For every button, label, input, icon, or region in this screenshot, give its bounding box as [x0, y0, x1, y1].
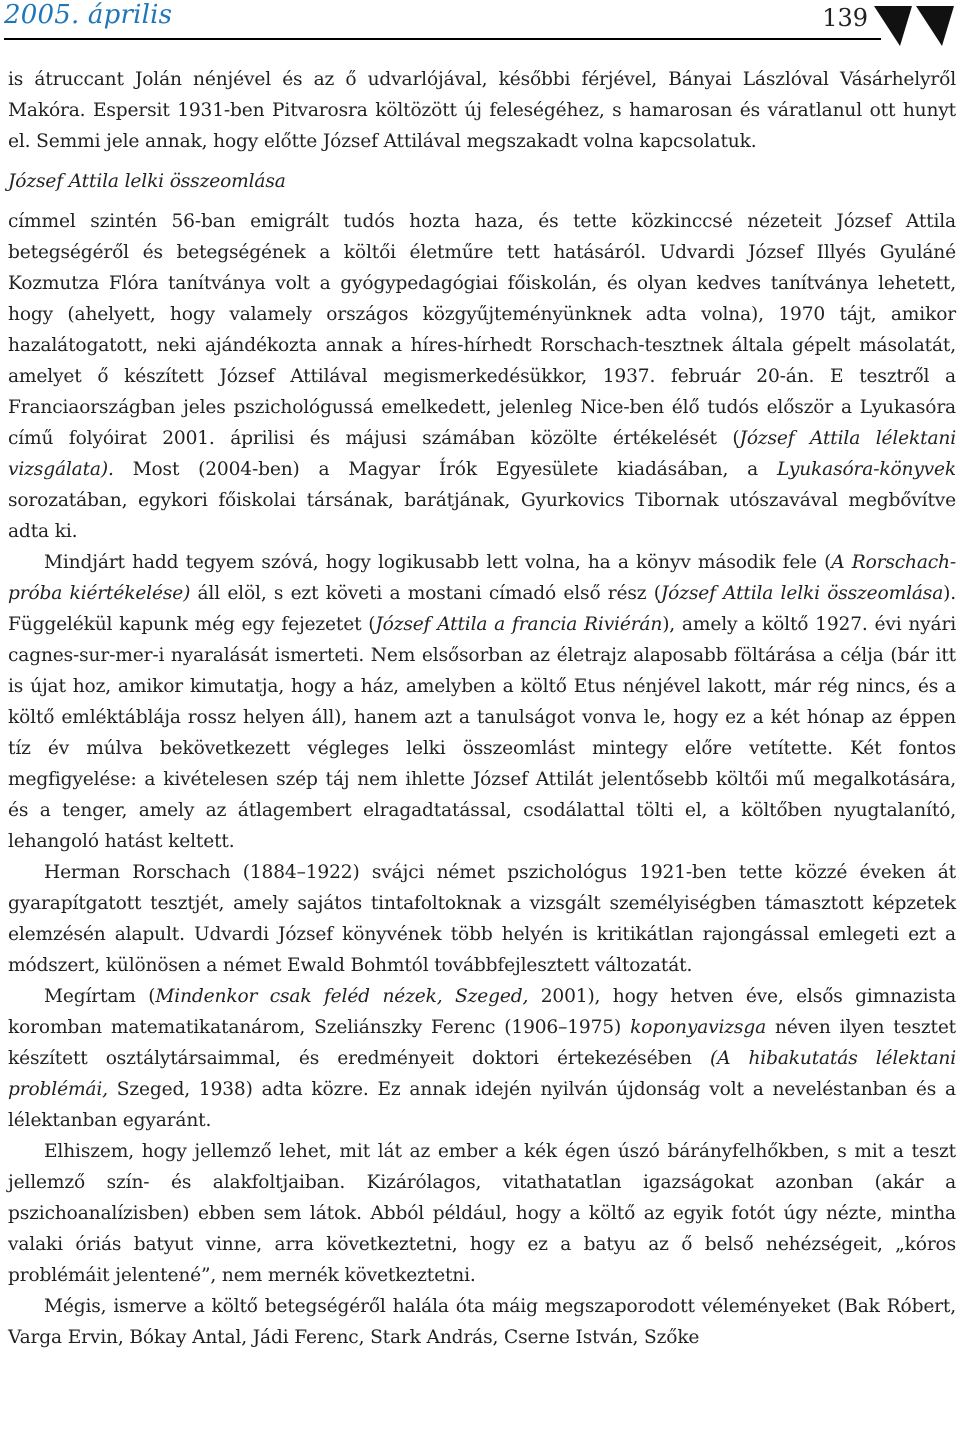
paragraph [8, 206, 956, 547]
term: koponyavizsga [630, 1017, 767, 1038]
issue-date: 2005. április [4, 0, 173, 30]
paragraph [8, 547, 956, 857]
text-run: áll elöl, s ezt követi a mostani címadó első rész ( [190, 583, 661, 604]
text-run: is átruccant Jolán nénjével és az ő udvarlójával, későbbi férjével, Bányai Lászlóval Vásárhelyről Makóra. Espersit 1931-ben Pitvarosra költözött új feleségéhez, s hamarosan és váratlanul ott hunyt el. Semmi jele annak, hogy előtte József Attilával megszakadt volna kapcsolatuk. [8, 69, 956, 152]
text-run: Herman Rorschach (1884–1922) svájci német pszichológus 1921-ben tette közzé éveken át gyarapítgatott tesztjét, amely sajátos tintafoltoknak a vizsgált személyiségben támasztott képzetek elemzésén alapult. Udvardi József könyvének több helyén is kritikátlan rajongással emlegeti ezt a módszert, különösen a német Ewald Bohmtól továbbfejlesztett változatát. [8, 862, 956, 976]
text-run: néven ilyen tesztet készített osztálytársaimmal, és eredményeit doktori értekezésében [8, 1017, 956, 1069]
chapter-title: A Rorschach-próba kiértékelése) [8, 552, 956, 604]
text-run: Megírtam ( [44, 986, 156, 1007]
text-run: ). Függelékül kapunk még egy fejezetet ( [8, 583, 956, 635]
text-run: Mégis, ismerve a költő betegségéről halála óta máig megszaporodott véleményeket (Bak Róbert, Varga Ervin, Bókay Antal, Jádi Ferenc, Stark András, Cserne István, Szőke [8, 1296, 956, 1348]
text-run: Mindjárt hadd tegyem szóvá, hogy logikusabb lett volna, ha a könyv második fele ( [44, 552, 832, 573]
page-number: 139 [822, 4, 868, 32]
mark-shape-right [916, 6, 954, 46]
text-run: Most (2004-ben) a Magyar Írók Egyesülete kiadásában, a [113, 459, 777, 480]
paragraph [8, 64, 956, 157]
book-title: József Attila lélektani vizsgálata). [8, 428, 956, 480]
text-run: címmel szintén 56-ban emigrált tudós hozta haza, és tette közkinccsé nézeteit József Attila betegségéről és betegségének a költői életműre tett hatásáról. Udvardi József Illyés Gyuláné Kozmutza Flóra tanítványa volt a gyógypedagógiai főiskolán, és olyan kedves tanítványa lehetett, hogy (ahelyett, hogy valamely országos közgyűjteményünknek adta volna), 1970 tájt, amikor hazalátogatott, neki ajándékozta annak a híres-hírhedt Rorschach-tesztnek általa gépelt másolatát, amelyet ő készített József Attilával megismerkedésükkor, 1937. február 20-án. E tesztről a Franciaországban jeles pszichológussá emelkedett, jelenleg Nice-ben élő tudós először a Lyukasóra című folyóirat 2001. áprilisi és májusi számában közölte értékelését ( [8, 211, 956, 449]
section-title: József Attila lelki összeomlása [8, 171, 286, 192]
text-run: Szeged, 1938) adta közre. Ez annak idején nyilván újdonság volt a neveléstanban és a lélektanban egyaránt. [8, 1079, 956, 1131]
series-title: Lyukasóra-könyvek [776, 459, 956, 480]
text-run: Elhiszem, hogy jellemző lehet, mit lát az ember a kék égen úszó bárányfelhőkben, s mit a teszt jellemző szín- és alakfoltjaiban. Kizárólagos, vitathatatlan igazságokat azonban (akár a pszichoanalízisben) ebben sem látok. Abból például, hogy a költő az egyik fotót úgy nézte, mintha valaki óriás batyut vinne, arra következtetni, hogy ez a batyu az ő belső nehézségeit, „kóros problémáit jelentené”, nem mernék következtetni. [8, 1141, 956, 1286]
paragraph [8, 857, 956, 981]
book-title: Mindenkor csak feléd nézek, Szeged, [155, 986, 529, 1007]
header-rule [4, 38, 881, 40]
text-run: ), amely a költő 1927. évi nyári cagnes-sur-mer-i nyaralását ismerteti. Nem elsősorban az életrajz alaposabb föltárása a célja (bár itt is újat hoz, amikor kimutatja, hogy a ház, amelyben a költő Etus nénjével lakott, már rég nincs, és a költő emléktáblája rossz helyen áll), hanem azt a tanulságot vonva le, hogy ez a két hónap az éppen tíz év múlva bekövetkezett végleges lelki összeomlást mintegy előre vetítette. Két fontos megfigyelése: a kivételesen szép táj nem ihlette József Attilát jelentősebb költői mű megalkotására, és a tenger, amely az átlagembert elragadtatással, csodálattal tölti el, a költőben nyugtalanító, lehangoló hatást keltett. [8, 614, 957, 852]
article-body [8, 64, 956, 1353]
paragraph [8, 981, 956, 1136]
chapter-title: József Attila lelki összeomlása [660, 583, 944, 604]
text-run: 2001), hogy hetven éve, elsős gimnazista koromban matematikatanárom, Szeliánszky Ferenc (1906–1975) [8, 986, 957, 1038]
text-run: sorozatában, egykori főiskolai társának, barátjának, Gyurkovics Tibornak utószavával megbővítve adta ki. [8, 490, 956, 542]
paragraph [8, 1136, 956, 1291]
page-header [0, 0, 960, 44]
paragraph [8, 1291, 956, 1353]
dissertation-title: (A hibakutatás lélektani problémái, [8, 1048, 957, 1100]
chapter-title: József Attila a francia Riviérán [375, 614, 663, 635]
publisher-mark-icon [872, 2, 956, 48]
mark-shape-left [874, 6, 912, 46]
